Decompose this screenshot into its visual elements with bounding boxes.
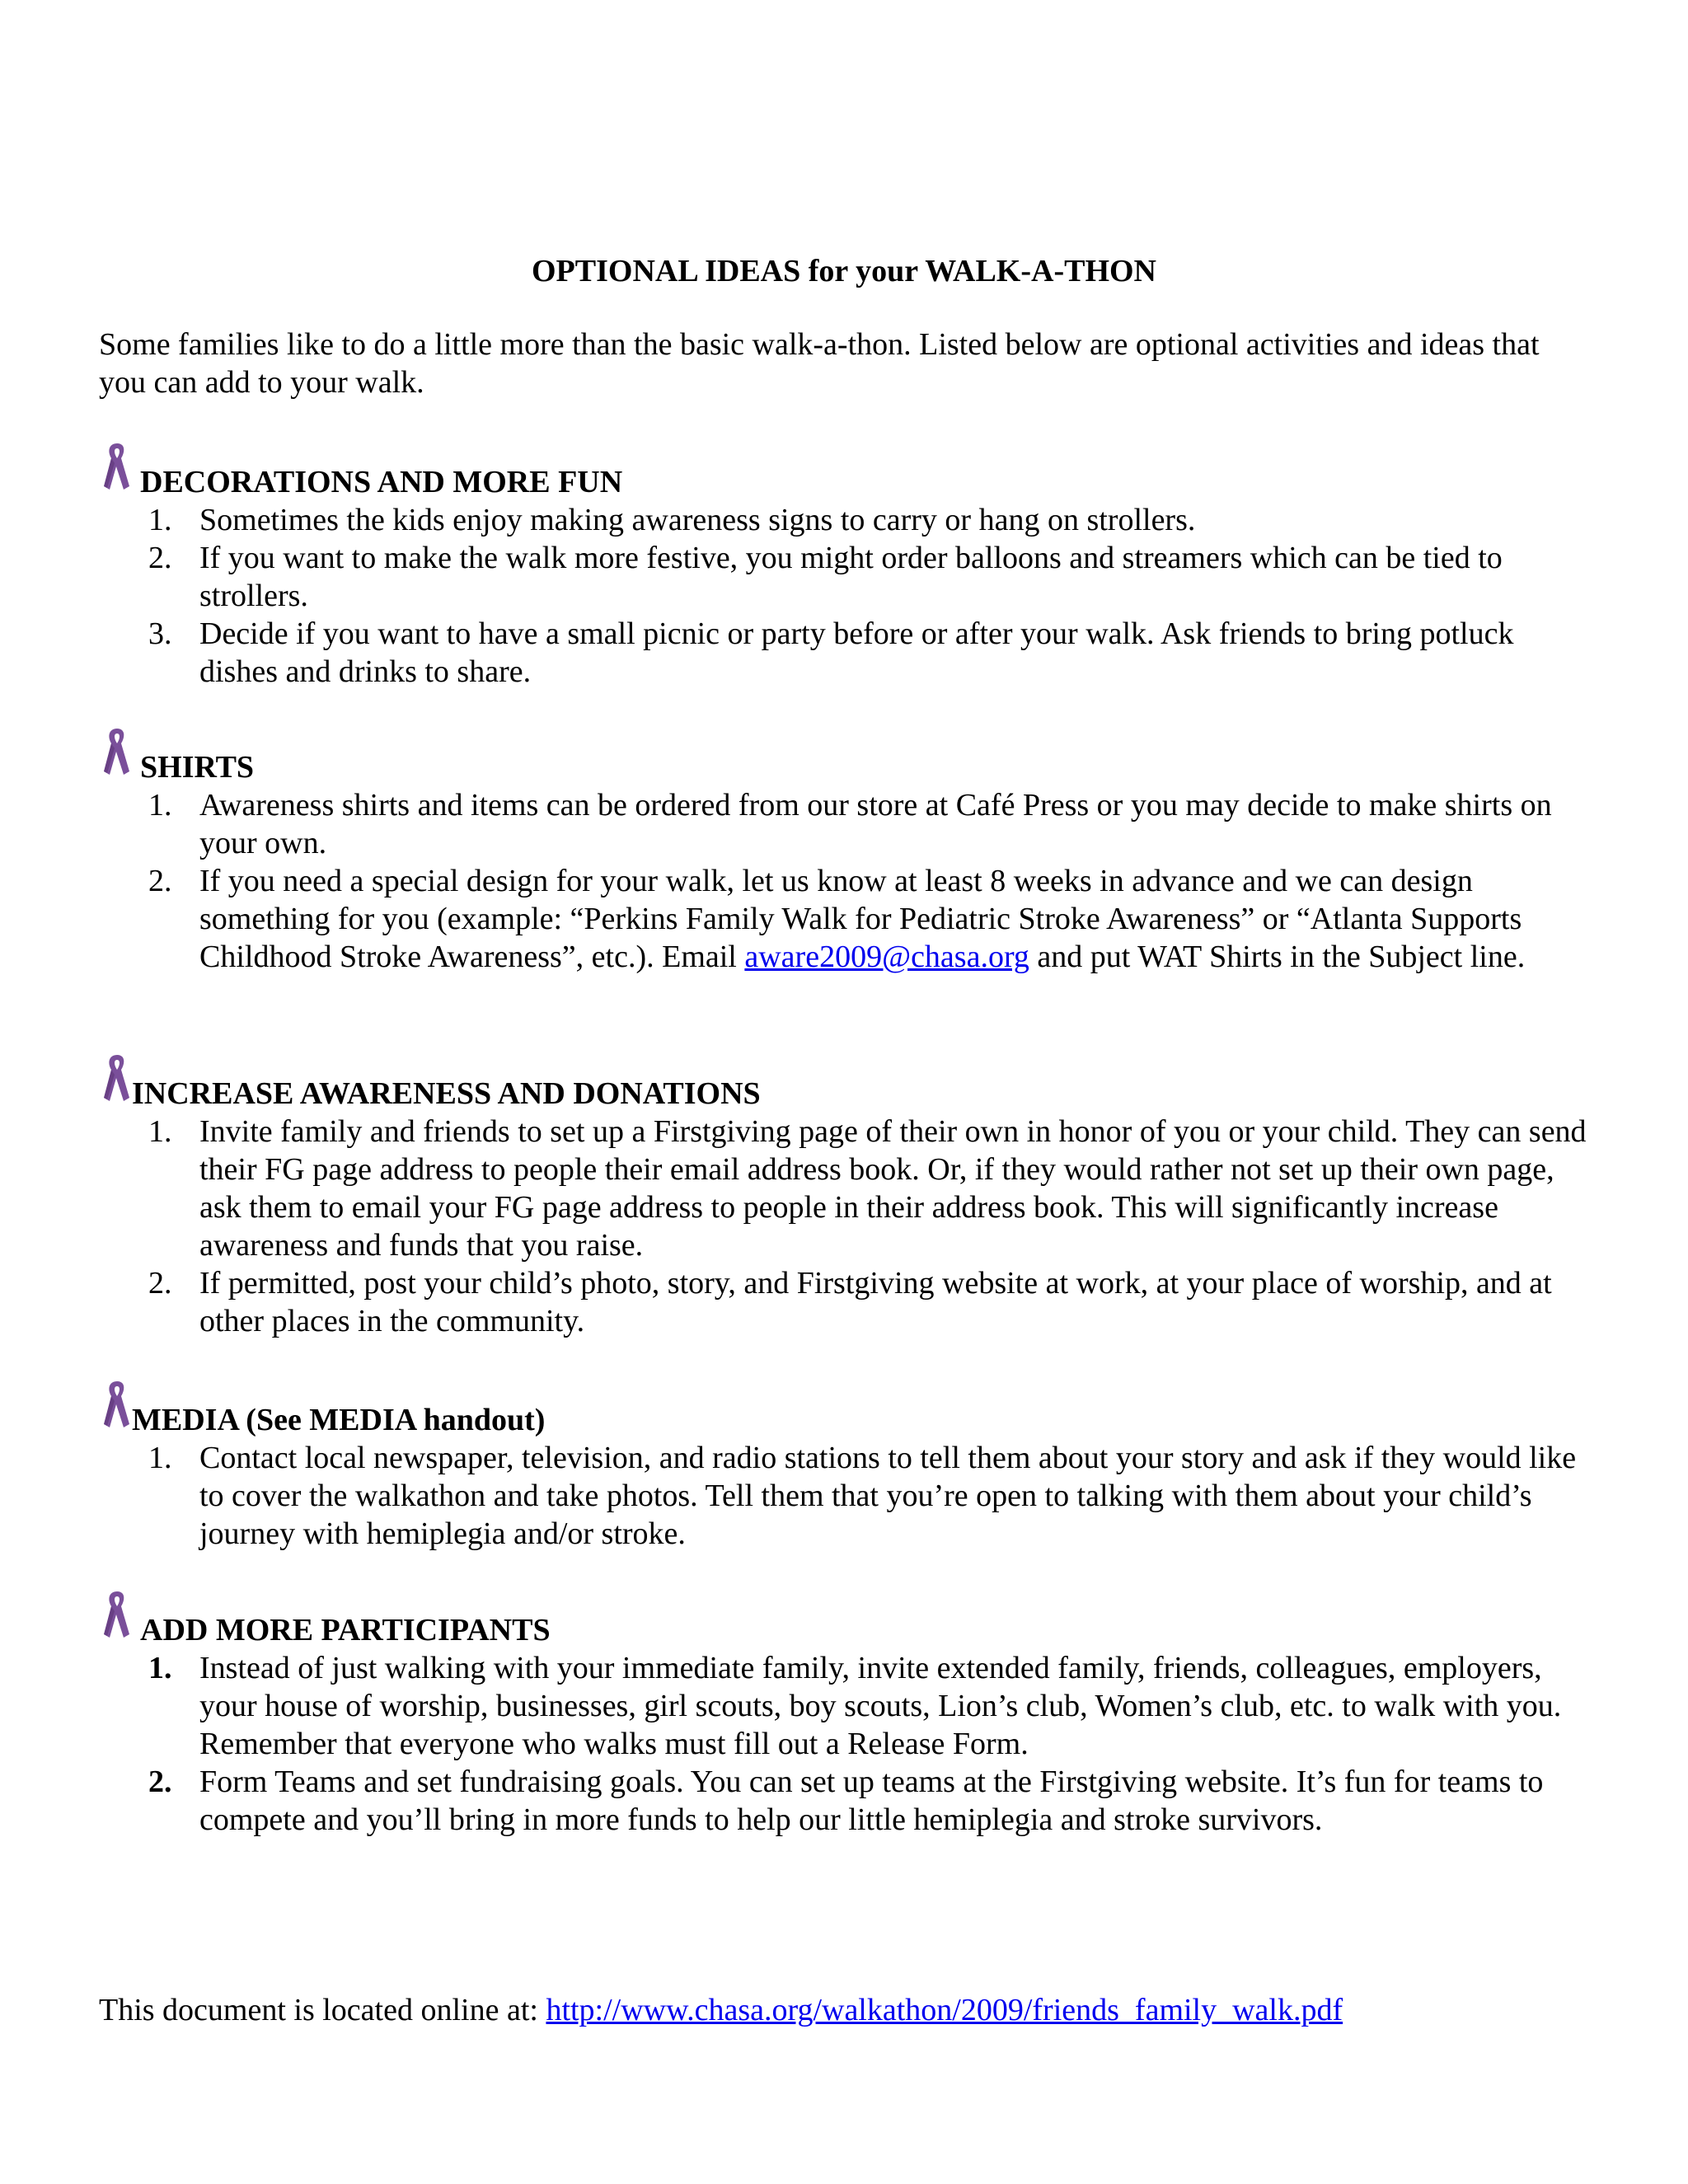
ribbon-icon [99, 440, 135, 493]
list-item [99, 1113, 1599, 1264]
list-number: 1. [148, 1441, 172, 1475]
list-item-text: and put WAT Shirts in the Subject line. [1029, 940, 1526, 974]
list-item [99, 615, 1599, 691]
section-media [99, 1401, 1599, 1553]
section-shirts [99, 748, 1599, 976]
list-number: 1. [148, 788, 172, 823]
ribbon-icon [99, 1378, 135, 1431]
idea-list [99, 1439, 1599, 1553]
list-item [99, 1264, 1599, 1340]
email-link[interactable]: aware2009@chasa.org [744, 940, 1029, 974]
intro-paragraph: Some families like to do a little more than the basic walk-a-thon. Listed below are optional activities and ideas that you can add to your walk. [99, 327, 1540, 400]
ribbon-icon [99, 1588, 135, 1641]
section-heading-text: MEDIA (See MEDIA handout) [132, 1403, 546, 1437]
list-number: 1. [148, 1651, 172, 1685]
section-heading-text: ADD MORE PARTICIPANTS [140, 1613, 551, 1647]
list-number: 2. [148, 1266, 172, 1301]
list-item-text: Invite family and friends to set up a Firstgiving page of their own in honor of you or your child. They can send their FG page address to people their email address book. Or, if they would rather not set up their own page, ask them to email your FG page address to people in their address book. This will significantly increase awareness and funds that you raise. [199, 1114, 1587, 1263]
ribbon-icon [99, 1052, 135, 1104]
list-number: 1. [148, 503, 172, 537]
idea-list [99, 1113, 1599, 1340]
section-heading [99, 1401, 1599, 1439]
list-number: 3. [148, 616, 172, 651]
list-item-text: Instead of just walking with your immediate family, invite extended family, friends, colleagues, employers, your house of worship, businesses, girl scouts, boy scouts, Lion’s club, Women’s club, etc. to walk with you. Remember that everyone who walks must fill out a Release Form. [199, 1651, 1562, 1761]
idea-list [99, 501, 1599, 691]
section-add-participants [99, 1611, 1599, 1839]
list-item [99, 539, 1599, 615]
section-heading-text: DECORATIONS AND MORE FUN [140, 465, 623, 499]
ribbon-icon [99, 725, 135, 778]
section-increase-awareness [99, 1075, 1599, 1340]
section-heading-text: SHIRTS [140, 750, 255, 785]
list-item [99, 1763, 1599, 1839]
list-item-text: If permitted, post your child’s photo, story, and Firstgiving website at work, at your place of worship, and at other places in the community. [199, 1266, 1552, 1338]
list-number: 2. [148, 864, 172, 898]
document-title: OPTIONAL IDEAS for your WALK-A-THON [532, 254, 1156, 288]
document-url-link[interactable]: http://www.chasa.org/walkathon/2009/friends_family_walk.pdf [546, 1993, 1343, 2027]
list-number: 2. [148, 1765, 172, 1799]
section-heading [99, 463, 1599, 501]
list-item [99, 501, 1599, 539]
section-heading [99, 1075, 1599, 1113]
list-item-text: Awareness shirts and items can be ordered from our store at Café Press or you may decide to make shirts on your own. [199, 788, 1552, 860]
section-heading [99, 1611, 1599, 1649]
list-item-text: If you want to make the walk more festive, you might order balloons and streamers which can be tied to strollers. [199, 541, 1503, 613]
list-item [99, 862, 1599, 976]
idea-list [99, 786, 1599, 976]
list-item-text: If you need a special design for your walk, let us know at least 8 weeks in advance and we can design something for you (example: “Perkins Family Walk for Pediatric Stroke Awareness” or “Atlanta Supports Childhood Stroke Awareness”, etc.). Email [199, 864, 1522, 974]
section-heading [99, 748, 1599, 786]
list-item-text: Contact local newspaper, television, and radio stations to tell them about your story and ask if they would like to cover the walkathon and take photos. Tell them that you’re open to talking with them about your child’s journey with hemiplegia and/or stroke. [199, 1441, 1577, 1551]
list-number: 2. [148, 541, 172, 575]
list-item-text: Sometimes the kids enjoy making awareness signs to carry or hang on strollers. [199, 503, 1196, 537]
section-heading-text: INCREASE AWARENESS AND DONATIONS [132, 1076, 761, 1111]
idea-list [99, 1649, 1599, 1839]
list-item [99, 1439, 1599, 1553]
footer-label: This document is located online at: [99, 1993, 546, 2027]
list-item-text: Decide if you want to have a small picnic or party before or after your walk. Ask friends to bring potluck dishes and drinks to share. [199, 616, 1514, 689]
section-decorations [99, 463, 1599, 691]
list-item [99, 1649, 1599, 1763]
list-item [99, 786, 1599, 862]
list-item-text: Form Teams and set fundraising goals. You can set up teams at the Firstgiving website. It’s fun for teams to compete and you’ll bring in more funds to help our little hemiplegia and stroke survivors. [199, 1765, 1544, 1837]
footer-location [99, 1991, 1343, 2029]
list-number: 1. [148, 1114, 172, 1149]
